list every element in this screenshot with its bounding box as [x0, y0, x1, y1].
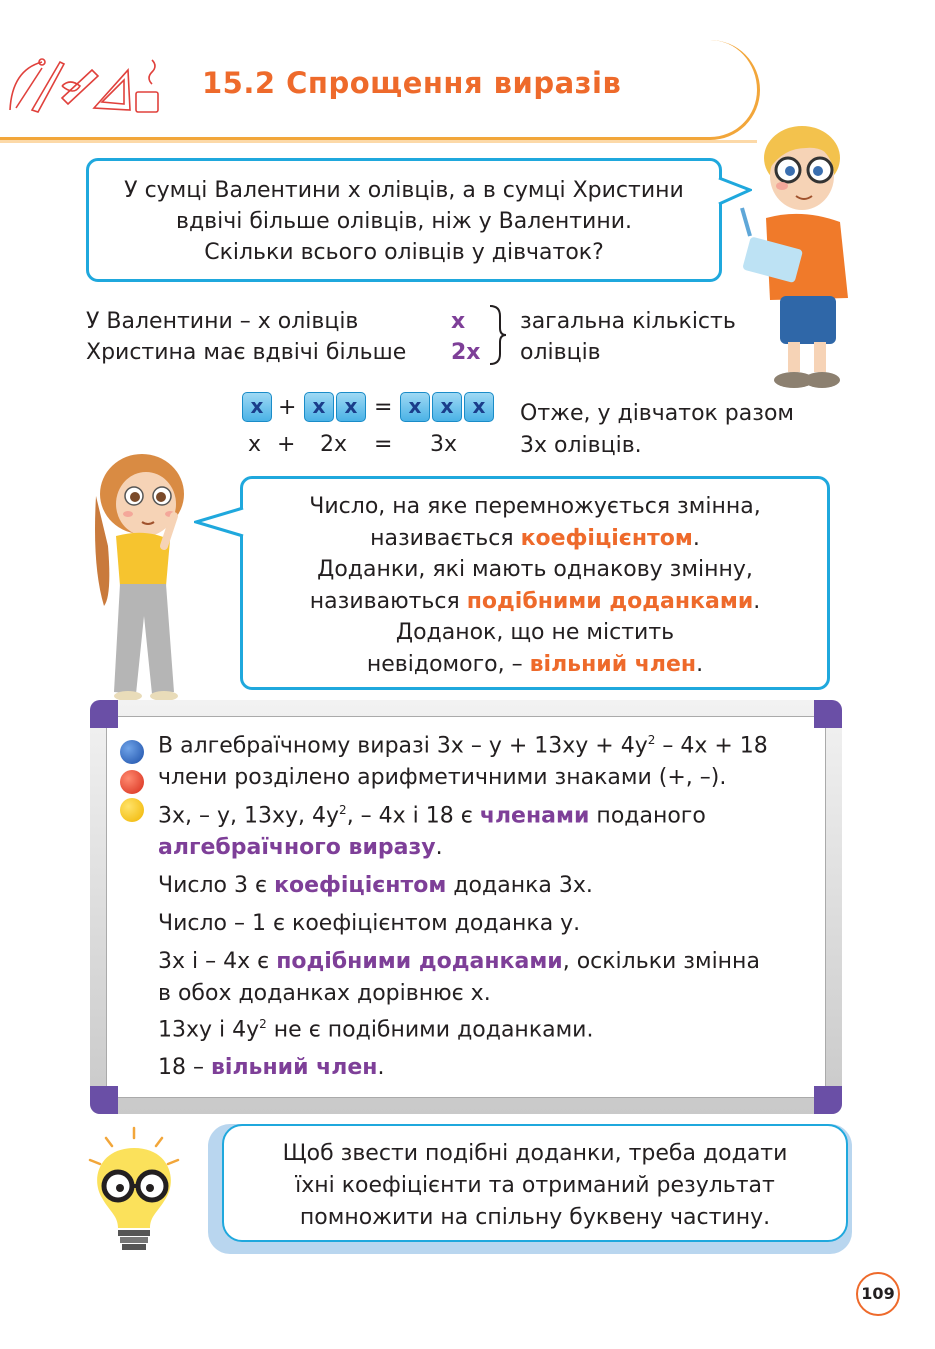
term-free-term: вільний член [210, 1055, 378, 1080]
value-2x: 2x [451, 340, 481, 365]
tile-plus: + [278, 395, 297, 420]
term-like-terms: подібними доданками [276, 949, 563, 974]
def-text: . [753, 588, 761, 614]
info-left [86, 306, 406, 368]
value-x: x [451, 309, 466, 334]
board-line [158, 733, 768, 758]
board-text-run: , оскільки змінна [562, 949, 760, 974]
question-line: вдвічі більше олівців, ніж у Валентини. [175, 209, 633, 234]
page-number: 109 [856, 1272, 900, 1316]
info-left-line: У Валентини – х олівців [86, 309, 359, 334]
board-text-run: 3х і – 4х є [158, 949, 277, 974]
term-free-term: вільний член [529, 651, 697, 677]
board-text-run: Число 3 є [158, 873, 275, 898]
board-corner [814, 700, 842, 728]
superscript: 2 [339, 803, 347, 817]
board-line [158, 835, 443, 860]
yellow-dot-icon [120, 798, 144, 822]
term-members: членами [479, 803, 590, 829]
def-line: Доданки, які мають однакову змінну, [317, 557, 753, 582]
board-text-run: – 4х + 18 [655, 733, 768, 759]
def-text: . [692, 525, 700, 551]
bubble-pointer [718, 176, 752, 210]
tip-line: помножити на спільну буквену частину. [299, 1205, 771, 1230]
tile-x: x [304, 392, 334, 422]
board-line: в обох доданках дорівнює х. [158, 981, 491, 1006]
info-right-line: олівців [520, 340, 601, 365]
superscript: 2 [647, 733, 656, 747]
board-line [158, 1055, 385, 1080]
tip-text [222, 1124, 848, 1242]
brace-icon [486, 304, 510, 366]
boy-illustration [730, 118, 860, 392]
term-algebraic-expression: алгебраїчного виразу [158, 835, 436, 860]
board-text-run: не є подібними доданками. [266, 1017, 594, 1043]
question-bubble [86, 158, 722, 282]
board-text-run: 18 – [158, 1055, 211, 1080]
eq-text-plus: + [277, 432, 296, 457]
info-values [451, 306, 481, 368]
info-right [520, 306, 736, 368]
board-line: члени розділено арифметичними знаками (+, –). [158, 765, 727, 790]
question-line: У сумці Валентини х олівців, а в сумці Христини [124, 178, 684, 203]
lightbulb-icon [80, 1124, 190, 1258]
board-text-run: . [377, 1055, 385, 1080]
board-text-run: поданого [589, 803, 706, 829]
tip-box [208, 1124, 852, 1254]
tip-line: Щоб звести подібні доданки, треба додати [282, 1141, 788, 1166]
tile-x: x [464, 392, 494, 422]
board-text-run: 3х, – у, 13ху, 4у [158, 803, 340, 829]
board-line [158, 873, 593, 898]
whiteboard [90, 700, 842, 1114]
board-corner [814, 1086, 842, 1114]
eq-text-2x: 2x [320, 432, 348, 457]
school-tools-icon [2, 50, 172, 122]
board-line: Число – 1 є коефіцієнтом доданка у. [158, 911, 581, 936]
def-text: невідомого, – [366, 651, 530, 677]
question-line: Скільки всього олівців у дівчаток? [204, 240, 604, 265]
result-line: 3х олівців. [520, 433, 642, 458]
bubble-pointer [194, 504, 244, 544]
board-text-run: доданка 3х. [446, 873, 593, 898]
def-line: Число, на яке перемножується змінна, [309, 494, 761, 519]
def-text: називаються [309, 588, 467, 614]
girl-illustration [82, 446, 194, 704]
definition-bubble [240, 476, 830, 690]
def-text: називається [370, 525, 521, 551]
board-text-run: 13ху і 4у [158, 1017, 260, 1043]
page-title: 15.2 Спрощення виразів [202, 66, 622, 100]
board-text-run: , – 4х і 18 є [346, 803, 480, 829]
board-line [158, 949, 760, 974]
tip-line: їхні коефіцієнти та отриманий результат [295, 1173, 775, 1198]
eq-text-3x: 3x [430, 432, 458, 457]
board-corner [90, 700, 118, 728]
def-line [243, 649, 827, 681]
def-line [243, 586, 827, 618]
def-line [243, 523, 827, 555]
tile-x: x [432, 392, 462, 422]
board-line [158, 803, 706, 828]
superscript: 2 [259, 1017, 267, 1031]
board-corner [90, 1086, 118, 1114]
board-text-run: В алгебраїчному виразі 3х – у + 13ху + 4у [158, 733, 648, 759]
tile-x: x [400, 392, 430, 422]
tile-x: x [336, 392, 366, 422]
blue-dot-icon [120, 740, 144, 764]
board-text-run: . [435, 835, 443, 860]
tile-equals: = [374, 395, 393, 420]
def-text: . [696, 651, 704, 677]
result-line: Отже, у дівчаток разом [520, 401, 795, 426]
term-like-terms: подібними доданками [466, 588, 754, 614]
red-dot-icon [120, 770, 144, 794]
info-left-line: Христина має вдвічі більше [86, 340, 407, 365]
eq-text-equals: = [374, 432, 393, 457]
def-line: Доданок, що не містить [395, 620, 675, 645]
term-coefficient: коефіцієнтом [520, 525, 693, 551]
tile-x: x [242, 392, 272, 422]
result-text [520, 398, 794, 462]
term-coefficient: коефіцієнтом [274, 873, 447, 898]
eq-text-x: x [248, 432, 262, 457]
info-right-line: загальна кількість [520, 309, 736, 334]
board-line [158, 1017, 593, 1042]
